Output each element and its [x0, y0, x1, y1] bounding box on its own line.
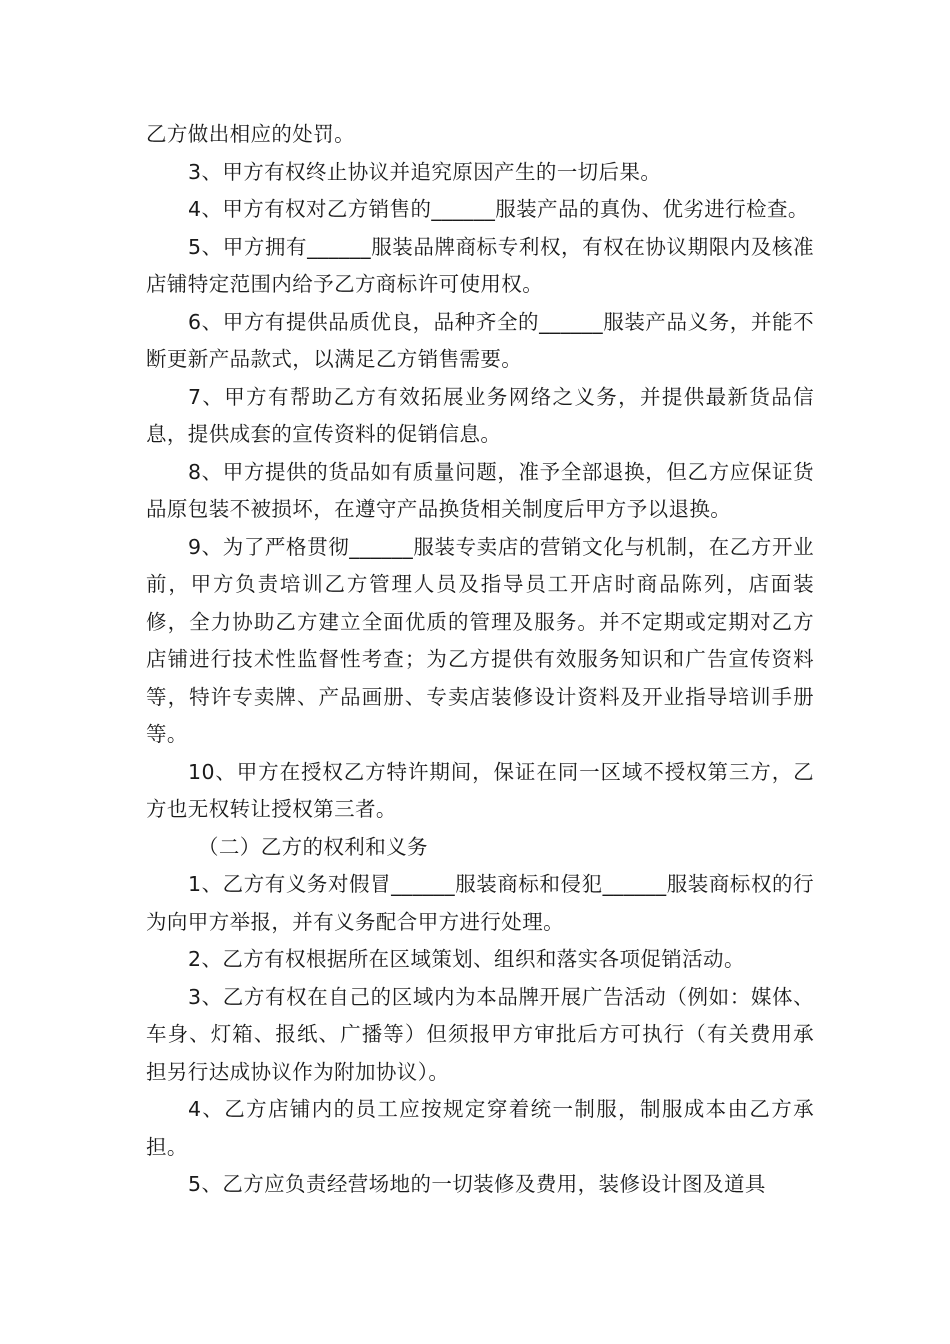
paragraph: 1、乙方有义务对假冒______服装商标和侵犯______服装商标权的行为向甲方举报，并有义务配合甲方进行处理。: [146, 872, 814, 934]
paragraph: 4、乙方店铺内的员工应按规定穿着统一制服，制服成本由乙方承担。: [146, 1097, 814, 1159]
paragraph: 6、甲方有提供品质优良，品种齐全的______服装产品义务，并能不断更新产品款式，以满足乙方销售需要。: [146, 309, 814, 371]
paragraph: 3、乙方有权在自己的区域内为本品牌开展广告活动（例如：媒体、车身、灯箱、报纸、广播等）但须报甲方审批后方可执行（有关费用承担另行达成协议作为附加协议）。: [146, 984, 814, 1084]
paragraph: 3、甲方有权终止协议并追究原因产生的一切后果。: [188, 159, 662, 184]
paragraph: 2、乙方有权根据所在区域策划、组织和落实各项促销活动。: [188, 947, 745, 971]
document-body: [146, 116, 814, 1204]
paragraph: 4、甲方有权对乙方销售的______服装产品的真伪、优劣进行检查。: [188, 197, 809, 221]
paragraph: 7、甲方有帮助乙方有效拓展业务网络之义务，并提供最新货品信息，提供成套的宣传资料的促销信息。: [146, 384, 814, 446]
paragraph: 10、甲方在授权乙方特许期间，保证在同一区域不授权第三方，乙方也无权转让授权第三者。: [146, 759, 814, 821]
paragraph: 5、甲方拥有______服装品牌商标专利权，有权在协议期限内及核准店铺特定范围内给予乙方商标许可使用权。: [146, 234, 814, 296]
section-heading: （二）乙方的权利和义务: [198, 834, 428, 859]
paragraph: 8、甲方提供的货品如有质量问题，准予全部退换，但乙方应保证货品原包装不被损坏，在遵守产品换货相关制度后甲方予以退换。: [146, 459, 814, 521]
paragraph: 乙方做出相应的处罚。: [146, 122, 355, 146]
paragraph: 5、乙方应负责经营场地的一切装修及费用，装修设计图及道具: [188, 1172, 766, 1196]
paragraph: 9、为了严格贯彻______服装专卖店的营销文化与机制，在乙方开业前，甲方负责培训乙方管理人员及指导员工开店时商品陈列，店面装修，全力协助乙方建立全面优质的管理及服务。并不定期或定期对乙方店铺进行技术性监督性考查；为乙方提供有效服务知识和广告宣传资料等，特许专卖牌、产品画册、专卖店装修设计资料及开业指导培训手册等。: [146, 534, 814, 746]
